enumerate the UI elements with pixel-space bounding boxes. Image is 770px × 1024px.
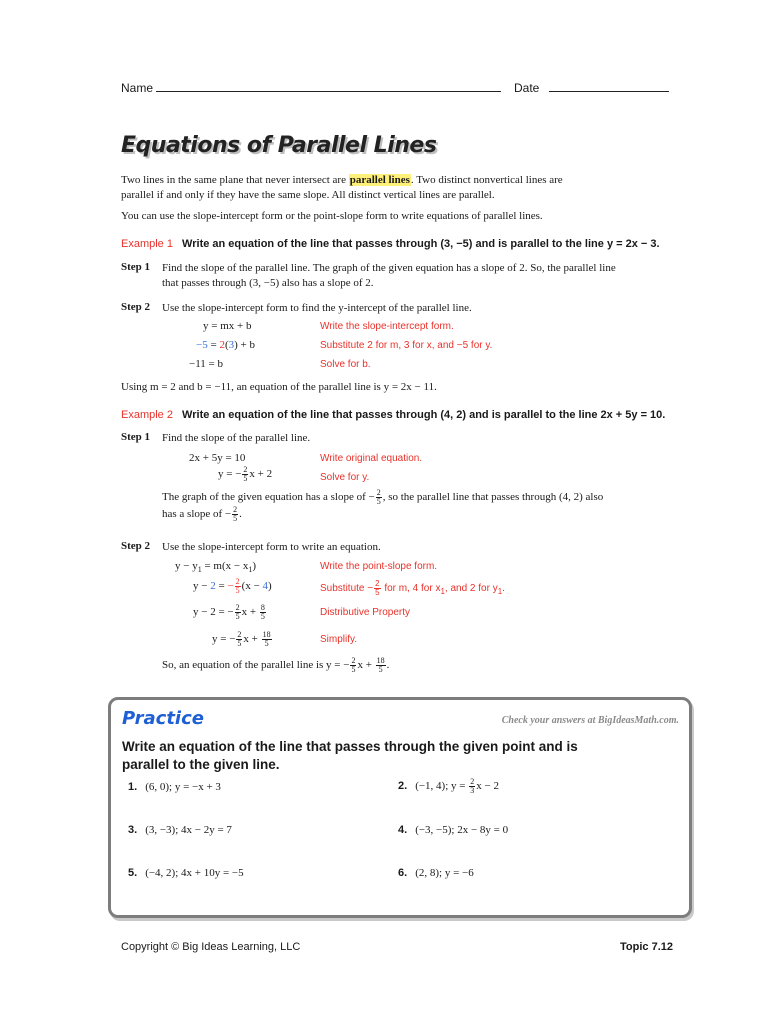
ex1-step2-label: Step 2 — [121, 301, 151, 313]
example-1-heading — [121, 238, 660, 250]
ex2-step1-label: Step 1 — [121, 431, 151, 443]
example-2-heading — [121, 409, 665, 421]
name-line[interactable] — [156, 79, 501, 92]
problem-5[interactable]: 5. (−4, 2); 4x + 10y = −5 — [128, 867, 244, 879]
ex1-eq3-note: Solve for b. — [320, 359, 371, 370]
ex2-ps3: y − 2 = − $\frac{2}{5}$ x + $\frac{8}{5}$ — [193, 603, 265, 621]
footer-copyright: Copyright © Big Ideas Learning, LLC — [121, 941, 301, 953]
practice-box — [108, 697, 692, 918]
highlight-term: parallel lines — [349, 174, 410, 186]
date-field — [514, 79, 669, 95]
ex2-step2-label: Step 2 — [121, 540, 151, 552]
ex1-eq3: −11 = b — [189, 358, 223, 370]
ex1-step1-text: Find the slope of the parallel line. The graph of the given equation has a slope of 2. So, the parallel line that passes through (3, −5) also has a slope of 2. — [162, 262, 616, 289]
problem-1[interactable]: 1. (6, 0); y = −x + 3 — [128, 781, 221, 793]
example-1-label: Example 1 — [121, 238, 173, 250]
ex2-eq1: 2x + 5y = 10 — [189, 452, 246, 464]
ex2-ps1-note: Write the point-slope form. — [320, 561, 438, 572]
ex2-step2-text: Use the slope-intercept form to write an equation. — [162, 541, 381, 553]
ex2-ps1: $y - y_1 = m(x - x_1)$ — [175, 560, 257, 574]
date-line[interactable] — [549, 79, 669, 92]
ex1-eq2-note: Substitute 2 for m, 3 for x, and −5 for y. — [320, 340, 493, 351]
example-1-prompt: Write an equation of the line that passes through (3, −5) and is parallel to the line y = 2x − 3. — [182, 238, 660, 250]
name-field — [121, 79, 501, 95]
ex1-eq1: y = mx + b — [203, 320, 252, 332]
ex1-step2-text: Use the slope-intercept form to find the y-intercept of the parallel line. — [162, 302, 472, 314]
ex2-conclusion: So, an equation of the parallel line is y = − $\frac{2}{5}$ x + $\frac{18}{5}$ . — [162, 656, 390, 674]
footer-topic: Topic 7.12 — [620, 941, 673, 953]
ex2-ps2-note: Substitute − $\frac{2}{5}$ for m, 4 for $x_1$, and 2 for $y_1$. — [320, 579, 505, 597]
ex2-eq2-note: Solve for y. — [320, 472, 370, 483]
ex1-eq2: −5 = 2(3) + b — [196, 339, 255, 351]
ex2-eq1-note: Write original equation. — [320, 453, 423, 464]
ex2-ps4-note: Simplify. — [320, 634, 358, 645]
ex2-ps4: y = − $\frac{2}{5}$ x + $\frac{18}{5}$ — [212, 630, 271, 648]
problem-4[interactable]: 4. (−3, −5); 2x − 8y = 0 — [398, 824, 509, 836]
ex1-conclusion: Using m = 2 and b = −11, an equation of the parallel line is y = 2x − 11. — [121, 381, 437, 393]
name-label: Name — [121, 81, 154, 95]
ex1-step1-label: Step 1 — [121, 261, 151, 273]
example-2-prompt: Write an equation of the line that passes through (4, 2) and is parallel to the line 2x + 5y = 10. — [182, 409, 666, 421]
ex2-graph-text: The graph of the given equation has a slope of − $\frac{2}{5}$ , so the parallel line that passes through (4, 2) also has a slope of − $\frac{2}{5}$ . — [162, 488, 604, 524]
ex2-step1-text: Find the slope of the parallel line. — [162, 432, 311, 444]
ex2-ps3-note: Distributive Property — [320, 607, 411, 618]
practice-question: Write an equation of the line that passes through the given point and is parallel to the given line. — [122, 739, 578, 772]
problem-2[interactable]: 2. (−1, 4); y = $\frac{2}{3}$ x − 2 — [398, 777, 499, 795]
intro-paragraph-2: You can use the slope-intercept form or the point-slope form to write equations of parallel lines. — [121, 210, 543, 222]
problem-6[interactable]: 6. (2, 8); y = −6 — [398, 867, 474, 879]
practice-title: Practice — [122, 708, 204, 729]
intro-paragraph-1: Two lines in the same plane that never intersect are parallel lines. Two distinct nonvertical lines are parallel if and only if they have the same slope. All distinct vertical lines are parallel. — [121, 174, 563, 201]
example-2-label: Example 2 — [121, 409, 173, 421]
ex1-eq1-note: Write the slope-intercept form. — [320, 321, 454, 332]
problem-3[interactable]: 3. (3, −3); 4x − 2y = 7 — [128, 824, 232, 836]
ex2-ps2: y − 2 = − $\frac{2}{5}$ (x − 4) — [193, 577, 272, 595]
date-label: Date — [514, 81, 540, 95]
page-title: Equations of Parallel Lines — [121, 133, 437, 158]
ex2-eq2: y = − $\frac{2}{5}$ x + 2 — [218, 465, 273, 483]
check-answers-note: Check your answers at BigIdeasMath.com. — [501, 715, 679, 726]
